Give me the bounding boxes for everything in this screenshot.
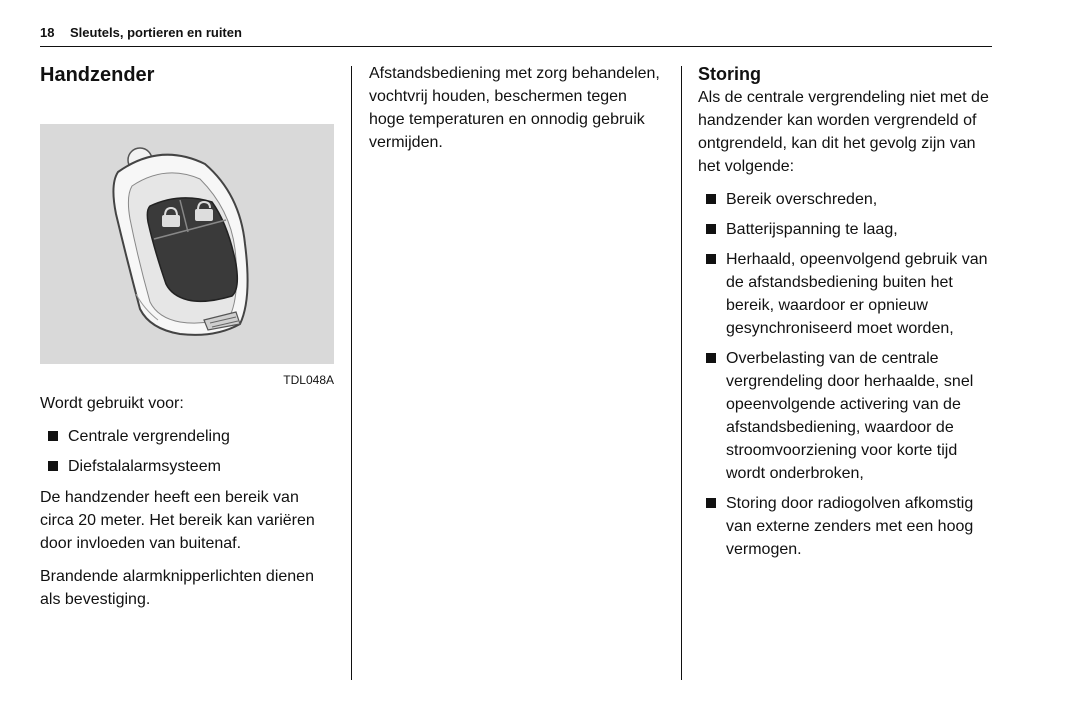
bullet-square-icon [48,431,58,441]
list-item-text: Batterijspanning te laag, [726,221,898,238]
list-item-text: Bereik overschreden, [726,191,878,208]
figure-caption: TDL048A [283,373,334,387]
bullet-square-icon [706,194,716,204]
right-column [698,62,992,569]
storing-list [698,188,992,561]
header-rule [40,46,992,47]
bullet-square-icon [706,254,716,264]
middle-column [369,62,663,164]
running-header [40,24,992,42]
list-item [698,218,992,241]
section-title: Sleutels, portieren en ruiten [70,25,242,40]
list-item [698,188,992,211]
unlock-icon [195,209,213,221]
bullet-square-icon [48,461,58,471]
care-paragraph: Afstandsbediening met zorg behandelen, vochtvrij houden, beschermen tegen hoge temperaturen en onnodig gebruik vermijden. [369,65,660,151]
list-item-text: Herhaald, opeenvolgend gebruik van de afstandsbediening buiten het bereik, waardoor er opnieuw gesynchroniseerd moet worden, [726,251,988,337]
column-divider-right [681,66,682,680]
range-paragraph: De handzender heeft een bereik van circa 20 meter. Het bereik kan variëren door invloeden van buitenaf. [40,489,315,552]
page-number: 18 [40,25,55,40]
bullet-square-icon [706,353,716,363]
column-divider-left [351,66,352,680]
list-item [698,492,992,561]
remote-key-illustration [40,124,334,364]
confirmation-paragraph: Brandende alarmknipperlichten dienen als bevestiging. [40,568,314,608]
lock-icon [162,215,180,227]
storing-intro: Als de centrale vergrendeling niet met de handzender kan worden vergrendeld of ontgrendeld, kan dit het gevolg zijn van het volgende: [698,89,989,175]
left-column [40,62,334,621]
list-item [698,347,992,485]
list-item [698,248,992,340]
list-item-text: Overbelasting van de centrale vergrendeling door herhaalde, snel opeenvolgende activering van de afstandsbediening, waardoor de stroomvoorziening voor korte tijd wordt onderbroken, [726,350,974,482]
list-item-text: Storing door radiogolven afkomstig van externe zenders met een hoog vermogen. [726,495,974,558]
bullet-square-icon [706,498,716,508]
bullet-square-icon [706,224,716,234]
section-heading-handzender: Handzender [40,64,155,86]
remote-key-figure [40,124,334,364]
list-item-text: Diefstalalarmsysteem [68,458,221,475]
section-heading-storing: Storing [698,64,761,84]
list-item [40,455,334,478]
usage-list [40,425,334,478]
list-item [40,425,334,448]
list-item-text: Centrale vergrendeling [68,428,230,445]
usage-intro: Wordt gebruikt voor: [40,395,184,412]
